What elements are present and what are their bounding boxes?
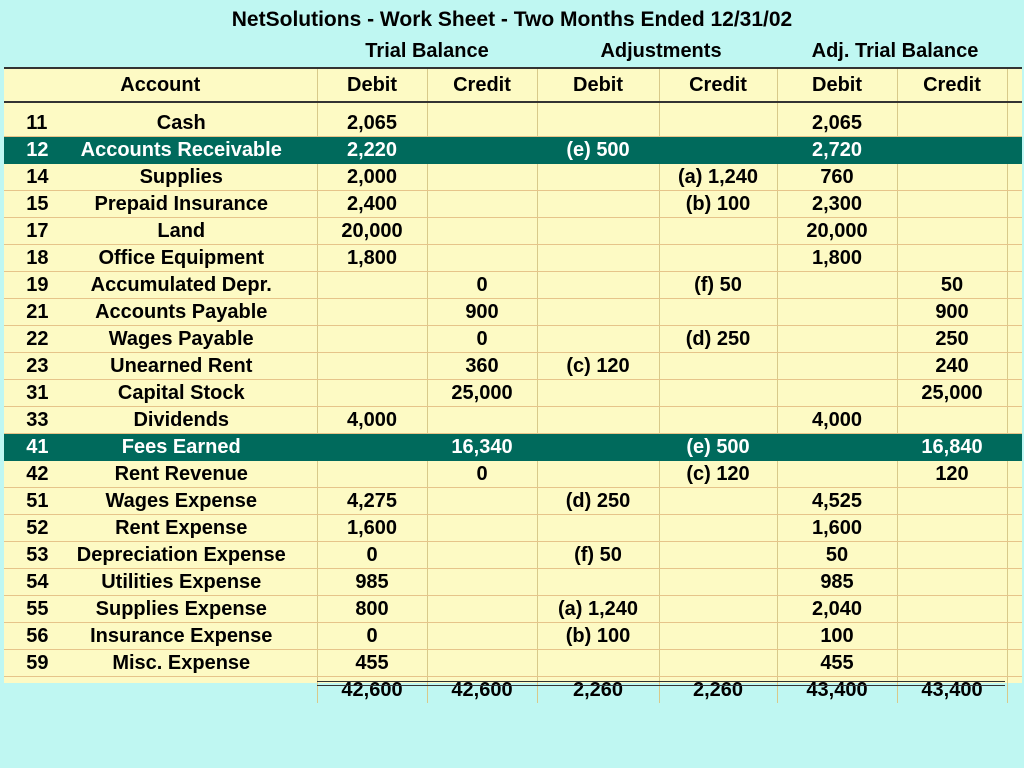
atb-credit-cell: 16,840: [897, 434, 1007, 461]
atb-debit-cell: [777, 326, 897, 353]
account-name: Rent Revenue: [114, 463, 248, 485]
header-atb-debit: Debit: [777, 69, 897, 102]
tb-debit-cell: 2,400: [317, 191, 427, 218]
table-row: [4, 353, 1022, 380]
atb-credit-cell: [897, 542, 1007, 569]
atb-debit-cell: 985: [777, 569, 897, 596]
account-name: Accounts Payable: [95, 301, 268, 323]
header-atb-credit: Credit: [897, 69, 1007, 102]
table-row: [4, 623, 1022, 650]
total-rule-bottom: [317, 685, 1005, 686]
account-number: 12: [26, 139, 49, 161]
account-name: Prepaid Insurance: [94, 193, 268, 215]
account-name: Dividends: [133, 409, 230, 431]
account-number: 18: [26, 247, 49, 269]
account-name: Unearned Rent: [110, 355, 253, 377]
atb-debit-cell: [777, 272, 897, 299]
tb-debit-cell: 985: [317, 569, 427, 596]
atb-debit-cell: 2,300: [777, 191, 897, 218]
tb-credit-cell: 900: [427, 299, 537, 326]
account-number: 33: [26, 409, 49, 431]
total-adj-credit: 2,260: [659, 677, 777, 704]
page-title: NetSolutions - Work Sheet - Two Months Ended 12/31/02: [231, 8, 793, 31]
account-cell: [4, 326, 317, 353]
tb-credit-cell: [427, 164, 537, 191]
account-cell: [4, 380, 317, 407]
filler-cell: [1007, 434, 1022, 461]
total-tb-credit: 42,600: [427, 677, 537, 704]
account-number: 52: [26, 517, 49, 539]
tb-debit-cell: 2,065: [317, 110, 427, 137]
account-name: Wages Expense: [105, 490, 258, 512]
tb-debit-cell: [317, 326, 427, 353]
adj-credit-cell: [659, 542, 777, 569]
table-row: [4, 488, 1022, 515]
account-name: Utilities Expense: [101, 571, 262, 593]
account-cell: [4, 245, 317, 272]
table-row: [4, 164, 1022, 191]
atb-credit-cell: 240: [897, 353, 1007, 380]
account-name: Supplies Expense: [95, 598, 267, 620]
tb-debit-cell: 800: [317, 596, 427, 623]
adj-debit-cell: [537, 299, 659, 326]
filler-cell: [1007, 488, 1022, 515]
tb-credit-cell: 0: [427, 461, 537, 488]
tb-debit-cell: 20,000: [317, 218, 427, 245]
atb-debit-cell: 760: [777, 164, 897, 191]
tb-credit-cell: [427, 569, 537, 596]
table-row: [4, 515, 1022, 542]
table-row: [4, 596, 1022, 623]
account-number: 41: [26, 436, 49, 458]
adj-debit-cell: [537, 434, 659, 461]
account-name: Wages Payable: [108, 328, 254, 350]
account-name: Supplies: [139, 166, 223, 188]
tb-credit-cell: 360: [427, 353, 537, 380]
atb-credit-cell: 50: [897, 272, 1007, 299]
atb-debit-cell: [777, 434, 897, 461]
adj-debit-cell: [537, 218, 659, 245]
tb-debit-cell: 455: [317, 650, 427, 677]
atb-debit-cell: 1,800: [777, 245, 897, 272]
account-cell: [4, 299, 317, 326]
total-rule-top: [317, 681, 1005, 682]
adj-credit-cell: (e) 500: [659, 434, 777, 461]
atb-credit-cell: [897, 515, 1007, 542]
adj-debit-cell: (c) 120: [537, 353, 659, 380]
tb-debit-cell: [317, 434, 427, 461]
tb-credit-cell: [427, 650, 537, 677]
tb-credit-cell: 0: [427, 326, 537, 353]
tb-credit-cell: [427, 596, 537, 623]
header-row: [4, 69, 1022, 102]
adj-debit-cell: [537, 407, 659, 434]
adj-debit-cell: (b) 100: [537, 623, 659, 650]
tb-credit-cell: [427, 407, 537, 434]
atb-credit-cell: 25,000: [897, 380, 1007, 407]
adj-debit-cell: (e) 500: [537, 137, 659, 164]
adj-credit-cell: [659, 515, 777, 542]
tb-debit-cell: 1,800: [317, 245, 427, 272]
atb-debit-cell: [777, 353, 897, 380]
filler-cell: [1007, 677, 1022, 704]
account-cell: [4, 515, 317, 542]
account-cell: [4, 542, 317, 569]
adj-credit-cell: (b) 100: [659, 191, 777, 218]
account-name: Cash: [156, 112, 206, 134]
adj-debit-cell: (d) 250: [537, 488, 659, 515]
table-row: [4, 380, 1022, 407]
tb-credit-cell: 16,340: [427, 434, 537, 461]
atb-debit-cell: 2,065: [777, 110, 897, 137]
account-number: 55: [26, 598, 49, 620]
adj-debit-cell: [537, 191, 659, 218]
table-row: [4, 434, 1022, 461]
atb-debit-cell: 100: [777, 623, 897, 650]
tb-credit-cell: [427, 191, 537, 218]
adj-debit-cell: (a) 1,240: [537, 596, 659, 623]
account-cell: [4, 623, 317, 650]
account-number: 17: [26, 220, 49, 242]
adj-debit-cell: [537, 380, 659, 407]
account-cell: [4, 488, 317, 515]
atb-debit-cell: 2,040: [777, 596, 897, 623]
account-name: Office Equipment: [98, 247, 265, 269]
account-number: 53: [26, 544, 49, 566]
table-row: [4, 272, 1022, 299]
total-atb-credit: 43,400: [897, 677, 1007, 704]
account-number: 42: [26, 463, 49, 485]
atb-debit-cell: 20,000: [777, 218, 897, 245]
account-name: Fees Earned: [121, 436, 241, 458]
atb-credit-cell: [897, 218, 1007, 245]
filler-cell: [1007, 542, 1022, 569]
adj-credit-cell: [659, 299, 777, 326]
account-name: Depreciation Expense: [76, 544, 286, 566]
account-number: 19: [26, 274, 49, 296]
account-number: 23: [26, 355, 49, 377]
total-atb-debit: 43,400: [777, 677, 897, 704]
adj-credit-cell: (d) 250: [659, 326, 777, 353]
atb-credit-cell: [897, 488, 1007, 515]
account-number: 15: [26, 193, 49, 215]
atb-credit-cell: 900: [897, 299, 1007, 326]
table-row: [4, 299, 1022, 326]
atb-credit-cell: 120: [897, 461, 1007, 488]
table-row: [4, 218, 1022, 245]
tb-debit-cell: 4,000: [317, 407, 427, 434]
table-row: [4, 542, 1022, 569]
header-account: Account: [4, 69, 317, 102]
group-trial-balance: Trial Balance: [365, 40, 489, 62]
tb-credit-cell: [427, 137, 537, 164]
atb-debit-cell: [777, 461, 897, 488]
work-sheet-table: [4, 69, 1022, 703]
account-number: 22: [26, 328, 49, 350]
adj-debit-cell: [537, 461, 659, 488]
table-row: [4, 191, 1022, 218]
account-number: 31: [26, 382, 49, 404]
tb-debit-cell: [317, 353, 427, 380]
tb-debit-cell: 2,000: [317, 164, 427, 191]
table-row: [4, 326, 1022, 353]
adj-debit-cell: [537, 650, 659, 677]
adj-credit-cell: [659, 623, 777, 650]
tb-debit-cell: [317, 461, 427, 488]
filler-cell: [1007, 623, 1022, 650]
tb-debit-cell: [317, 272, 427, 299]
adj-credit-cell: [659, 488, 777, 515]
account-cell: [4, 272, 317, 299]
account-name: Rent Expense: [115, 517, 248, 539]
filler-cell: [1007, 191, 1022, 218]
table-row: [4, 569, 1022, 596]
spacer-row: [4, 102, 1022, 110]
account-name: Accounts Receivable: [80, 139, 282, 161]
header-adj-debit: Debit: [537, 69, 659, 102]
account-cell: [4, 569, 317, 596]
adj-credit-cell: [659, 380, 777, 407]
filler-cell: [1007, 110, 1022, 137]
atb-debit-cell: 2,720: [777, 137, 897, 164]
account-cell: [4, 434, 317, 461]
filler-cell: [1007, 299, 1022, 326]
atb-debit-cell: [777, 380, 897, 407]
account-number: 59: [26, 652, 49, 674]
account-cell: [4, 218, 317, 245]
adj-credit-cell: [659, 596, 777, 623]
total-adj-debit: 2,260: [537, 677, 659, 704]
tb-credit-cell: [427, 488, 537, 515]
adj-debit-cell: [537, 515, 659, 542]
table-row: [4, 407, 1022, 434]
table-row: [4, 245, 1022, 272]
account-cell: [4, 191, 317, 218]
account-cell: [4, 596, 317, 623]
adj-credit-cell: [659, 407, 777, 434]
filler-cell: [1007, 272, 1022, 299]
account-cell: [4, 650, 317, 677]
header-tb-debit: Debit: [317, 69, 427, 102]
filler-cell: [1007, 596, 1022, 623]
table-row: [4, 461, 1022, 488]
account-number: 21: [26, 301, 49, 323]
tb-debit-cell: 0: [317, 542, 427, 569]
adj-debit-cell: [537, 110, 659, 137]
tb-credit-cell: [427, 542, 537, 569]
tb-credit-cell: 25,000: [427, 380, 537, 407]
account-number: 56: [26, 625, 49, 647]
tb-debit-cell: 0: [317, 623, 427, 650]
group-adj-trial-balance: Adj. Trial Balance: [811, 40, 979, 62]
account-cell: [4, 110, 317, 137]
tb-credit-cell: [427, 623, 537, 650]
tb-credit-cell: [427, 245, 537, 272]
filler-cell: [1007, 245, 1022, 272]
adj-debit-cell: (f) 50: [537, 542, 659, 569]
group-adjustments: Adjustments: [600, 40, 722, 62]
adj-credit-cell: (c) 120: [659, 461, 777, 488]
tb-credit-cell: [427, 218, 537, 245]
atb-debit-cell: 1,600: [777, 515, 897, 542]
atb-credit-cell: [897, 650, 1007, 677]
filler-cell: [1007, 461, 1022, 488]
tb-debit-cell: 1,600: [317, 515, 427, 542]
atb-credit-cell: [897, 137, 1007, 164]
account-cell: [4, 164, 317, 191]
adj-credit-cell: [659, 110, 777, 137]
filler-cell: [1007, 407, 1022, 434]
adj-debit-cell: [537, 245, 659, 272]
account-cell: [4, 137, 317, 164]
account-name: Insurance Expense: [90, 625, 273, 647]
account-number: 51: [26, 490, 49, 512]
tb-credit-cell: 0: [427, 272, 537, 299]
atb-debit-cell: 4,000: [777, 407, 897, 434]
adj-credit-cell: [659, 650, 777, 677]
adj-debit-cell: [537, 569, 659, 596]
account-cell: [4, 461, 317, 488]
atb-credit-cell: [897, 110, 1007, 137]
header-filler: [1007, 69, 1022, 102]
table-row: [4, 137, 1022, 164]
account-number: 14: [26, 166, 49, 188]
total-tb-debit: 42,600: [317, 677, 427, 704]
atb-credit-cell: [897, 245, 1007, 272]
header-tb-credit: Credit: [427, 69, 537, 102]
tb-debit-cell: 2,220: [317, 137, 427, 164]
adj-debit-cell: [537, 326, 659, 353]
account-number: 54: [26, 571, 49, 593]
tb-debit-cell: [317, 299, 427, 326]
table-row: [4, 650, 1022, 677]
adj-credit-cell: [659, 569, 777, 596]
tb-credit-cell: [427, 515, 537, 542]
tb-debit-cell: 4,275: [317, 488, 427, 515]
adj-credit-cell: (f) 50: [659, 272, 777, 299]
adj-credit-cell: [659, 245, 777, 272]
account-number: 11: [26, 112, 48, 134]
account-name: Misc. Expense: [112, 652, 251, 674]
filler-cell: [1007, 353, 1022, 380]
account-cell: [4, 353, 317, 380]
adj-credit-cell: [659, 353, 777, 380]
work-sheet: [4, 67, 1022, 701]
filler-cell: [1007, 326, 1022, 353]
atb-credit-cell: 250: [897, 326, 1007, 353]
filler-cell: [1007, 380, 1022, 407]
adj-credit-cell: [659, 218, 777, 245]
atb-credit-cell: [897, 164, 1007, 191]
atb-credit-cell: [897, 596, 1007, 623]
atb-credit-cell: [897, 191, 1007, 218]
account-name: Capital Stock: [117, 382, 245, 404]
filler-cell: [1007, 137, 1022, 164]
tb-credit-cell: [427, 110, 537, 137]
atb-credit-cell: [897, 569, 1007, 596]
filler-cell: [1007, 650, 1022, 677]
filler-cell: [1007, 515, 1022, 542]
table-row: [4, 110, 1022, 137]
atb-credit-cell: [897, 407, 1007, 434]
account-name: Land: [157, 220, 206, 242]
adj-debit-cell: [537, 164, 659, 191]
filler-cell: [1007, 218, 1022, 245]
adj-debit-cell: [537, 272, 659, 299]
atb-debit-cell: 455: [777, 650, 897, 677]
header-adj-credit: Credit: [659, 69, 777, 102]
filler-cell: [1007, 569, 1022, 596]
account-cell: [4, 407, 317, 434]
adj-credit-cell: (a) 1,240: [659, 164, 777, 191]
atb-debit-cell: 50: [777, 542, 897, 569]
tb-debit-cell: [317, 380, 427, 407]
adj-credit-cell: [659, 137, 777, 164]
filler-cell: [1007, 164, 1022, 191]
atb-credit-cell: [897, 623, 1007, 650]
totals-label-cell: [4, 677, 317, 704]
atb-debit-cell: [777, 299, 897, 326]
atb-debit-cell: 4,525: [777, 488, 897, 515]
account-name: Accumulated Depr.: [90, 274, 272, 296]
